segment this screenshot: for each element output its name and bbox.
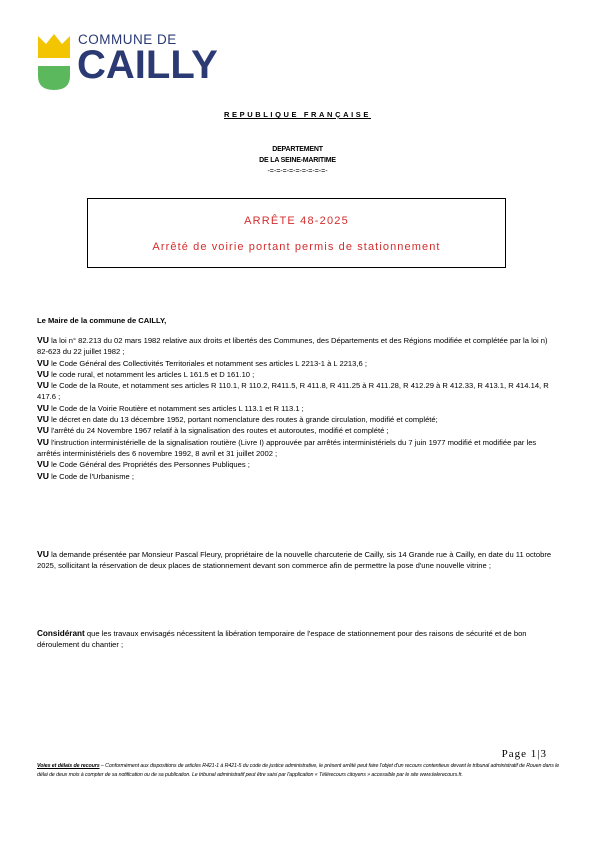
vu-prefix: VU — [37, 436, 49, 447]
vu-item — [37, 471, 557, 482]
vu-prefix: VU — [37, 549, 49, 559]
vu-demande-paragraph — [37, 549, 557, 572]
vu-prefix: VU — [37, 425, 49, 436]
departement-label: DEPARTEMENT — [272, 146, 323, 153]
vu-text: le Code Général des Collectivités Territoriales et notamment ses articles L 2213-1 à L 2213,6 ; — [48, 358, 367, 368]
footer-text: – Conformément aux dispositions de articles R421-1 à R421-5 du code de justice administrative, le présent arrêté peut faire l'objet d'un recours contentieux devant le tribunal administratif de Rouen dans le délai de deux mois à compter de sa notification ou de sa publication. Le tribunal administratif peut être saisi par l'application « Télérecours citoyens » accessible par le site www.telerecours.fr. — [37, 763, 560, 778]
vu-text: le Code de l'Urbanisme ; — [48, 471, 134, 481]
vu-item — [37, 358, 557, 369]
arrete-number: ARRÊTE 48-2025 — [244, 215, 349, 227]
vu-item — [37, 403, 557, 414]
considerant-text: que les travaux envisagés nécessitent la libération temporaire de l'espace de stationnement pour des raisons de sécurité et de bon déroulement du chantier ; — [37, 629, 527, 650]
vu-demande-text: la demande présentée par Monsieur Pascal Fleury, propriétaire de la nouvelle charcuterie de Cailly, sis 14 Grande rue à Cailly, en date du 11 octobre 2025, sollicitant la réservation de deux places de stationnement devant son commerce afin de permettre la pose d'une nouvelle vitrine ; — [37, 550, 552, 571]
republique-heading: REPUBLIQUE FRANÇAISE — [223, 110, 371, 119]
vu-text: le Code de la Route, et notamment ses articles R 110.1, R 110.2, R411.5, R 411.8, R 411.25 à R 411.28, R 412.29 à R 412.33, R 413.1, R 414.14, R 417.6 ; — [37, 381, 549, 402]
crown-shield-icon — [36, 32, 72, 92]
vu-list — [37, 335, 557, 482]
vu-prefix: VU — [37, 470, 49, 481]
footer-recours — [37, 762, 562, 779]
commune-logo — [34, 26, 224, 96]
vu-item — [37, 414, 557, 425]
vu-item — [37, 380, 557, 403]
departement-name: DE LA SEINE-MARITIME — [259, 157, 336, 164]
maire-heading: Le Maire de la commune de CAILLY, — [37, 316, 167, 325]
arrete-title-box — [87, 198, 506, 268]
page-number: Page 1|3 — [501, 748, 547, 760]
vu-item — [37, 437, 557, 460]
vu-item — [37, 369, 557, 380]
vu-text: la loi n° 82.213 du 02 mars 1982 relative aux droits et libertés des Communes, des Départements et des Régions modifiée et complétée par la loi n) 82-623 du 22 juillet 1982 ; — [37, 336, 548, 357]
separator-dashes: -=-=-=-=-=-=-=-=-=- — [267, 168, 328, 175]
vu-text: le Code Général des Propriétés des Personnes Publiques ; — [48, 460, 250, 470]
vu-text: le décret en date du 13 décembre 1952, portant nomenclature des routes à grande circulation, modifié et complété; — [48, 415, 438, 425]
vu-text: l'instruction interministérielle de la signalisation routière (Livre I) approuvée par arrêtés interministériels du 7 juin 1977 modifié et modifiée par les arrêtés interministériels des 6 novembre 1992, 8 avril et 31 juillet 2002 ; — [37, 437, 537, 458]
vu-prefix: VU — [37, 368, 49, 379]
vu-text: le code rural, et notamment les articles L 161.5 et D 161.10 ; — [48, 369, 255, 379]
footer-title: Voies et délais de recours — [37, 763, 100, 769]
vu-text: l'arrêté du 24 Novembre 1967 relatif à la signalisation des routes et autoroutes, modifié et complété ; — [48, 426, 389, 436]
vu-text: le Code de la Voirie Routière et notamment ses articles L 113.1 et R 113.1 ; — [48, 403, 304, 413]
logo-cailly-label: CAILLY — [77, 43, 218, 87]
vu-item — [37, 335, 557, 358]
vu-prefix: VU — [37, 335, 49, 345]
vu-prefix: VU — [37, 402, 49, 413]
vu-item — [37, 459, 557, 470]
arrete-title: Arrêté de voirie portant permis de stationnement — [152, 241, 441, 253]
considerant-paragraph — [37, 628, 557, 651]
vu-prefix: VU — [37, 414, 49, 425]
logo-commune-label: COMMUNE DE — [78, 32, 177, 47]
considerant-prefix: Considérant — [37, 629, 85, 638]
vu-prefix: VU — [37, 357, 49, 368]
vu-prefix: VU — [37, 459, 49, 470]
vu-prefix: VU — [37, 380, 49, 391]
vu-item — [37, 425, 557, 436]
